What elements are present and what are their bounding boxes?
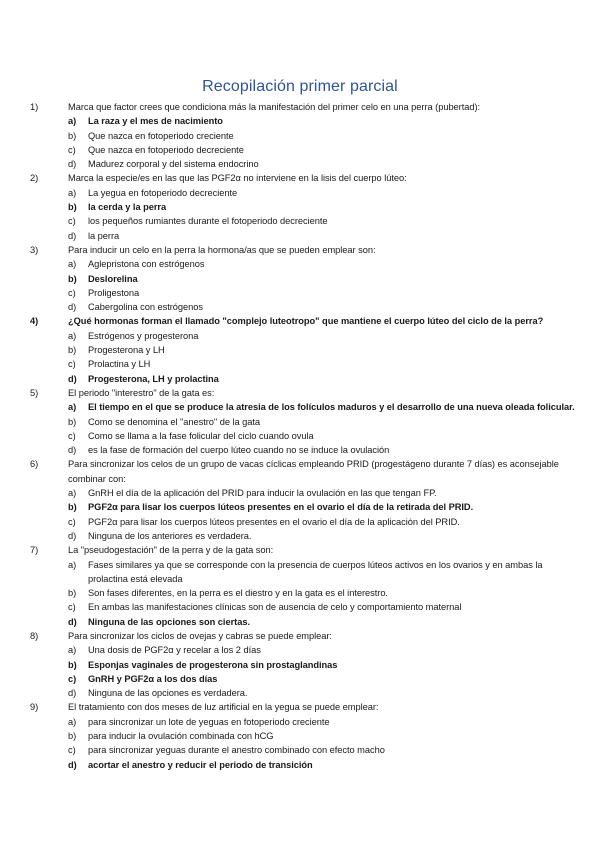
option-text: Cabergolina con estrógenos bbox=[88, 302, 203, 313]
option-4-d bbox=[30, 372, 575, 386]
option-2-c bbox=[30, 214, 575, 228]
question-4 bbox=[30, 314, 575, 328]
option-text: La yegua en fotoperiodo decreciente bbox=[88, 187, 238, 198]
option-1-d bbox=[30, 157, 575, 171]
option-text: Ninguna de los anteriores es verdadera. bbox=[88, 530, 252, 541]
option-6-d bbox=[30, 529, 575, 543]
question-number: 2) bbox=[30, 173, 39, 184]
option-text: Proligestona bbox=[88, 287, 140, 298]
option-6-b bbox=[30, 500, 575, 514]
option-letter: c) bbox=[68, 673, 77, 684]
option-1-a bbox=[30, 114, 575, 128]
option-text: GnRH el día de la aplicación del PRID para inducir la ovulación en las que tengan FP. bbox=[88, 488, 437, 499]
option-letter: d) bbox=[68, 616, 77, 627]
option-letter: a) bbox=[68, 716, 77, 727]
option-letter: a) bbox=[68, 488, 77, 499]
question-number: 1) bbox=[30, 102, 39, 112]
option-text: Aglepristona con estrógenos bbox=[88, 259, 205, 270]
option-text: Como se denomina el "anestro" de la gata bbox=[88, 416, 261, 427]
question-text: ¿Qué hormonas forman el llamado "complejo luteotropo" que mantiene el cuerpo lúteo del ciclo de la perra? bbox=[68, 316, 544, 327]
question-text: Para inducir un celo en la perra la hormona/as que se pueden emplear son: bbox=[68, 244, 376, 255]
option-letter: c) bbox=[68, 359, 76, 370]
option-9-c bbox=[30, 743, 575, 757]
option-text: Que nazca en fotoperiodo creciente bbox=[88, 130, 234, 141]
option-text: Ninguna de las opciones es verdadera. bbox=[88, 688, 248, 699]
option-letter: c) bbox=[68, 287, 76, 298]
page-title: Recopilación primer parcial bbox=[202, 78, 398, 95]
option-7-c bbox=[30, 600, 575, 614]
question-5 bbox=[30, 386, 575, 400]
option-text-marked: Progesterona, LH y prolactina bbox=[88, 373, 219, 384]
option-letter: b) bbox=[68, 588, 77, 599]
option-8-d bbox=[30, 686, 575, 700]
option-letter: d) bbox=[68, 688, 77, 699]
option-4-a bbox=[30, 329, 575, 343]
question-number: 7) bbox=[30, 545, 39, 556]
option-letter: b) bbox=[68, 345, 77, 356]
option-letter: a) bbox=[68, 116, 77, 127]
option-text-marked: la cerda y la perra bbox=[88, 202, 167, 213]
question-3 bbox=[30, 243, 575, 257]
option-5-b bbox=[30, 415, 575, 429]
question-9 bbox=[30, 700, 575, 714]
option-letter: b) bbox=[68, 731, 77, 742]
option-2-b bbox=[30, 200, 575, 214]
option-8-a bbox=[30, 643, 575, 657]
option-text-marked: Ninguna de las opciones son ciertas. bbox=[88, 616, 250, 627]
option-letter: d) bbox=[68, 445, 77, 456]
option-letter: b) bbox=[68, 130, 77, 141]
question-number: 9) bbox=[30, 702, 39, 713]
option-7-d bbox=[30, 615, 575, 629]
option-5-d bbox=[30, 443, 575, 457]
option-text: la perra bbox=[88, 230, 120, 241]
option-text: Estrógenos y progesterona bbox=[88, 330, 199, 341]
question-text: Marca que factor crees que condiciona más la manifestación del primer celo en una perra (pubertad): bbox=[68, 102, 481, 112]
option-4-c bbox=[30, 357, 575, 371]
option-text: Progesterona y LH bbox=[88, 345, 165, 356]
option-text: Son fases diferentes, en la perra es el diestro y en la gata es el interestro. bbox=[88, 588, 388, 599]
question-2 bbox=[30, 171, 575, 185]
option-1-c bbox=[30, 143, 575, 157]
option-letter: a) bbox=[68, 330, 77, 341]
option-7-a bbox=[30, 558, 575, 587]
option-4-b bbox=[30, 343, 575, 357]
option-5-a bbox=[30, 400, 575, 414]
option-text: para sincronizar un lote de yeguas en fotoperiodo creciente bbox=[88, 716, 330, 727]
option-letter: d) bbox=[68, 373, 77, 384]
question-text: El tratamiento con dos meses de luz artificial en la yegua se puede emplear: bbox=[68, 702, 379, 713]
option-letter: d) bbox=[68, 530, 77, 541]
question-number: 5) bbox=[30, 387, 39, 398]
option-1-b bbox=[30, 129, 575, 143]
option-text: Que nazca en fotoperiodo decreciente bbox=[88, 144, 244, 155]
question-text: El periodo "interestro" de la gata es: bbox=[68, 387, 215, 398]
option-text: para sincronizar yeguas durante el anestro combinado con efecto macho bbox=[88, 745, 385, 756]
option-letter: c) bbox=[68, 430, 76, 441]
question-6 bbox=[30, 457, 575, 486]
question-text: Para sincronizar los ciclos de ovejas y cabras se puede emplear: bbox=[68, 630, 332, 641]
option-text-marked: PGF2α para lisar los cuerpos lúteos presentes en el ovario el día de la retirada del PRID. bbox=[88, 502, 474, 513]
option-3-d bbox=[30, 300, 575, 314]
option-8-c bbox=[30, 672, 575, 686]
option-letter: d) bbox=[68, 230, 77, 241]
option-text: Una dosis de PGF2α y recelar a los 2 días bbox=[88, 645, 261, 656]
question-list bbox=[30, 100, 575, 772]
option-9-d bbox=[30, 758, 575, 772]
option-letter: a) bbox=[68, 259, 77, 270]
option-letter: d) bbox=[68, 759, 77, 770]
option-letter: a) bbox=[68, 559, 77, 570]
option-5-c bbox=[30, 429, 575, 443]
option-letter: c) bbox=[68, 516, 76, 527]
option-9-b bbox=[30, 729, 575, 743]
question-8 bbox=[30, 629, 575, 643]
option-letter: a) bbox=[68, 187, 77, 198]
option-3-b bbox=[30, 272, 575, 286]
option-text-marked: Deslorelina bbox=[88, 273, 138, 284]
option-text: Prolactina y LH bbox=[88, 359, 151, 370]
option-letter: b) bbox=[68, 202, 77, 213]
option-letter: b) bbox=[68, 273, 77, 284]
option-text: En ambas las manifestaciones clínicas son de ausencia de celo y comportamiento maternal bbox=[88, 602, 462, 613]
option-text: Madurez corporal y del sistema endocrino bbox=[88, 159, 259, 170]
option-9-a bbox=[30, 715, 575, 729]
question-number: 4) bbox=[30, 316, 39, 327]
option-letter: b) bbox=[68, 659, 77, 670]
question-text: La "pseudogestación" de la perra y de la gata son: bbox=[68, 545, 274, 556]
option-text: Fases similares ya que se corresponde con la presencia de cuerpos lúteos activos en los ovarios y en ambas la prolactina está elevada bbox=[88, 559, 543, 584]
question-7 bbox=[30, 543, 575, 557]
option-letter: c) bbox=[68, 216, 76, 227]
option-6-a bbox=[30, 486, 575, 500]
option-text-marked: GnRH y PGF2α a los dos días bbox=[88, 673, 218, 684]
option-text: los pequeños rumiantes durante el fotoperiodo decreciente bbox=[88, 216, 328, 227]
option-letter: a) bbox=[68, 645, 77, 656]
option-letter: b) bbox=[68, 502, 77, 513]
option-letter: c) bbox=[68, 602, 76, 613]
option-text-marked: acortar el anestro y reducir el periodo de transición bbox=[88, 759, 313, 770]
option-8-b bbox=[30, 658, 575, 672]
question-1 bbox=[30, 100, 575, 114]
option-letter: c) bbox=[68, 144, 76, 155]
option-7-b bbox=[30, 586, 575, 600]
option-letter: d) bbox=[68, 302, 77, 313]
question-number: 3) bbox=[30, 244, 39, 255]
option-6-c bbox=[30, 515, 575, 529]
option-letter: b) bbox=[68, 416, 77, 427]
option-2-d bbox=[30, 229, 575, 243]
option-3-a bbox=[30, 257, 575, 271]
option-text: es la fase de formación del cuerpo lúteo cuando no se induce la ovulación bbox=[88, 445, 390, 456]
option-letter: d) bbox=[68, 159, 77, 170]
question-number: 8) bbox=[30, 630, 39, 641]
question-text: Marca la especie/es en las que las PGF2α no interviene en la lisis del cuerpo lúteo: bbox=[68, 173, 407, 184]
option-text: Como se llama a la fase folicular del ciclo cuando ovula bbox=[88, 430, 314, 441]
option-text-marked: Esponjas vaginales de progesterona sin prostaglandinas bbox=[88, 659, 338, 670]
option-letter: a) bbox=[68, 402, 77, 413]
question-number: 6) bbox=[30, 459, 39, 470]
option-letter: c) bbox=[68, 745, 76, 756]
option-2-a bbox=[30, 186, 575, 200]
option-text-marked: La raza y el mes de nacimiento bbox=[88, 116, 223, 127]
option-text: para inducir la ovulación combinada con hCG bbox=[88, 731, 274, 742]
option-text-marked: El tiempo en el que se produce la atresia de los folículos maduros y el desarrollo de una nueva oleada folicular. bbox=[88, 402, 575, 413]
option-text: PGF2α para lisar los cuerpos lúteos presentes en el ovario el día de la aplicación del PRID. bbox=[88, 516, 460, 527]
option-3-c bbox=[30, 286, 575, 300]
question-text: Para sincronizar los celos de un grupo de vacas cíclicas empleando PRID (progestágeno durante 7 días) es aconsejable combinar con: bbox=[68, 459, 559, 484]
